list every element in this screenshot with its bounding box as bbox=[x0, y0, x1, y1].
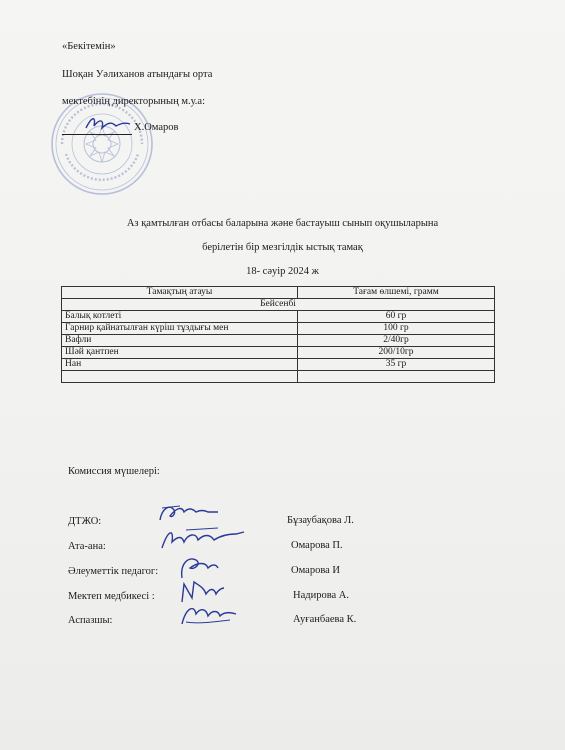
dish-name bbox=[62, 371, 298, 383]
dish-name: Нан bbox=[62, 359, 298, 371]
day-label: Бейсенбі bbox=[62, 299, 495, 311]
dish-amount: 200/10гр bbox=[298, 347, 495, 359]
member-role: Әлеуметтік педагог: bbox=[68, 566, 159, 577]
member-name: Бұзаубақова Л. bbox=[287, 515, 354, 526]
dish-amount bbox=[298, 371, 495, 383]
table-row bbox=[62, 359, 495, 371]
column-header-name: Тамақтың атауы bbox=[62, 287, 298, 299]
signature-cook bbox=[178, 600, 240, 628]
table-day-row bbox=[62, 299, 495, 311]
dish-amount: 2/40гр bbox=[298, 335, 495, 347]
dish-amount: 60 гр bbox=[298, 311, 495, 323]
approval-signer: Х.Омаров bbox=[134, 122, 179, 133]
member-name: Надирова А. bbox=[293, 590, 350, 601]
dish-name: Гарнир қайнатылған күріш тұздығы мен bbox=[62, 323, 298, 335]
dish-amount: 35 гр bbox=[298, 359, 495, 371]
heading-line-1: Аз қамтылған отбасы баларына және бастауыш сынып оқушыларына bbox=[126, 218, 439, 229]
table-row bbox=[62, 347, 495, 359]
table-row bbox=[62, 335, 495, 347]
dish-amount: 100 гр bbox=[298, 323, 495, 335]
signature-parent bbox=[158, 524, 248, 554]
director-signature bbox=[82, 112, 134, 136]
member-role: Ата-ана: bbox=[68, 541, 106, 552]
commission-title: Комиссия мүшелері: bbox=[68, 466, 160, 477]
dish-name: Балық котлеті bbox=[62, 311, 298, 323]
member-name: Омарова И bbox=[291, 565, 341, 576]
dish-name: Вафли bbox=[62, 335, 298, 347]
approval-title: «Бекітемін» bbox=[62, 41, 116, 52]
table-row bbox=[62, 311, 495, 323]
heading-line-2: берілетін бір мезгілдік ыстық тамақ bbox=[202, 242, 363, 253]
dish-name: Шәй қантпен bbox=[62, 347, 298, 359]
member-name: Омарова П. bbox=[291, 540, 343, 551]
member-name: Ауғанбаева К. bbox=[293, 614, 357, 625]
table-row bbox=[62, 323, 495, 335]
member-role: Аспазшы: bbox=[68, 615, 113, 626]
approval-line-1: Шоқан Уәлиханов атындағы орта bbox=[62, 69, 213, 80]
table-header-row bbox=[62, 287, 495, 299]
column-header-amount: Тағам өлшемі, грамм bbox=[298, 287, 495, 299]
table-row bbox=[62, 371, 495, 383]
approval-line-2: мектебінің директорының м.у.а: bbox=[62, 96, 205, 107]
menu-table bbox=[61, 286, 495, 383]
member-role: Мектеп медбикесі : bbox=[68, 591, 155, 602]
heading-date: 18- сәуір 2024 ж bbox=[246, 266, 319, 277]
member-role: ДТЖО: bbox=[68, 516, 102, 527]
signature-dtzho bbox=[156, 500, 222, 526]
